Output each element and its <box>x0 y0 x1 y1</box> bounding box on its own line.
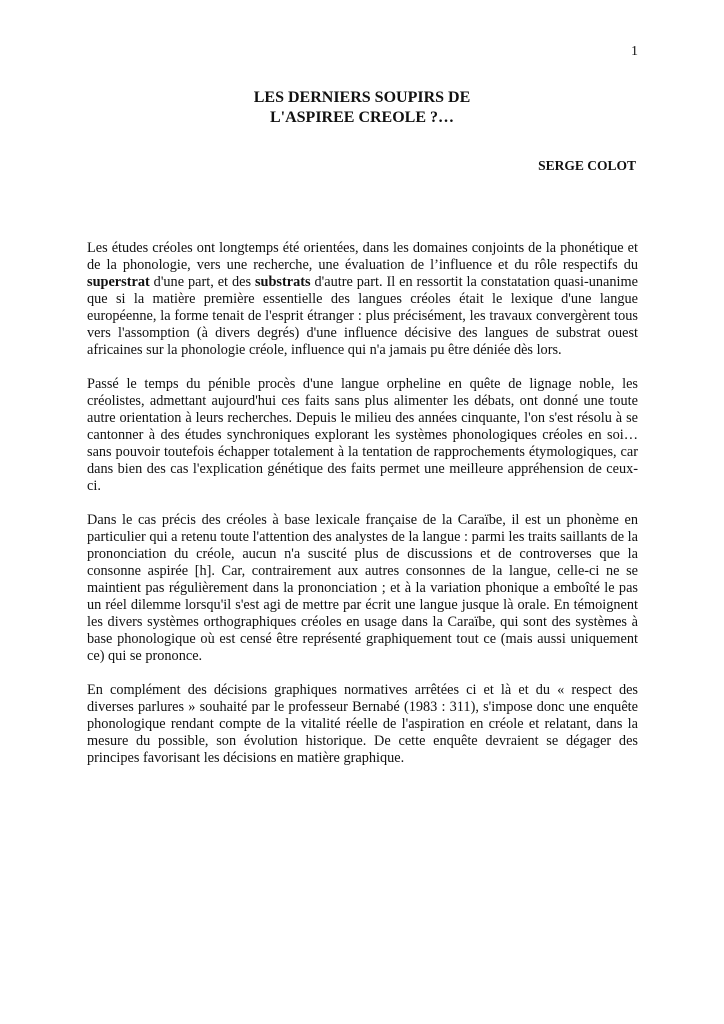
paragraph-1-text-a: Les études créoles ont longtemps été orientées, dans les domaines conjoints de la phonétique et de la phonologie, vers une recherche, une évaluation de l’influence et du rôle respectifs du <box>87 240 638 273</box>
paragraph-2: Passé le temps du pénible procès d'une langue orpheline en quête de lignage noble, les créolistes, admettant aujourd'hui ces faits sans plus alimenter les débats, ont donné une toute autre orientation à leurs recherches. Depuis le milieu des années cinquante, l'on s'est résolu à se cantonner à des études synchroniques explorant les systèmes phonologiques créoles en soi… sans pouvoir toutefois échapper totalement à la tentation de rapprochements étymologiques, car dans bien des cas l'explication génétique des faits permet une meilleure appréhension de ceux-ci. <box>87 376 638 494</box>
term-superstrat: superstrat <box>87 274 150 290</box>
paragraph-3: Dans le cas précis des créoles à base lexicale française de la Caraïbe, il est un phonème en particulier qui a retenu toute l'attention des analystes de la langue : parmi les traits saillants de la prononciation du créole, aucun n'a suscité plus de discussions et de controverses que la consonne aspirée [h]. Car, contrairement aux autres consonnes de la langue, celle-ci ne se maintient pas régulièrement dans la prononciation ; et à la variation phonique a emboîté le pas un réel dilemme lorsqu'il s'est agi de mettre par écrit une langue jusque là orale. En témoignent les divers systèmes orthographiques créoles en usage dans la Caraïbe, qui sont des systèmes à base phonologique où est censé être représenté graphiquement tout ce (mais aussi uniquement ce) qui se prononce. <box>87 512 638 664</box>
paragraph-1-text-c: d'autre part. Il en ressortit la constatation quasi-unanime que si la matière première essentielle des langues créoles était le lexique d'une langue européenne, la forme tenait de l'esprit étranger : plus précisément, les travaux convergèrent tous vers l'assomption (à divers degrés) d'une influence décisive des langues de substrat ouest africaines sur la phonologie créole, influence qui n'a jamais pu être déniée dès lors. <box>87 274 638 358</box>
title-line-1: LES DERNIERS SOUPIRS DE <box>253 89 471 106</box>
author-name: SERGE COLOT <box>538 158 636 173</box>
page-number: 1 <box>631 44 638 59</box>
paragraph-1 <box>87 240 638 359</box>
term-substrats: substrats <box>254 274 311 290</box>
document-title <box>0 88 724 128</box>
paragraph-1-text-b: d'une part, et des <box>149 274 255 290</box>
body-text <box>87 240 638 784</box>
paragraph-4: En complément des décisions graphiques normatives arrêtées ci et là et du « respect des diverses parlures » souhaité par le professeur Bernabé (1983 : 311), s'impose donc une enquête phonologique rendant compte de la vitalité réelle de l'aspiration en créole et relatant, dans la mesure du possible, son évolution historique. De cette enquête devraient se dégager des principes favorisant les décisions en matière graphique. <box>87 682 638 766</box>
title-line-2: L'ASPIREE CREOLE ?… <box>269 109 455 126</box>
